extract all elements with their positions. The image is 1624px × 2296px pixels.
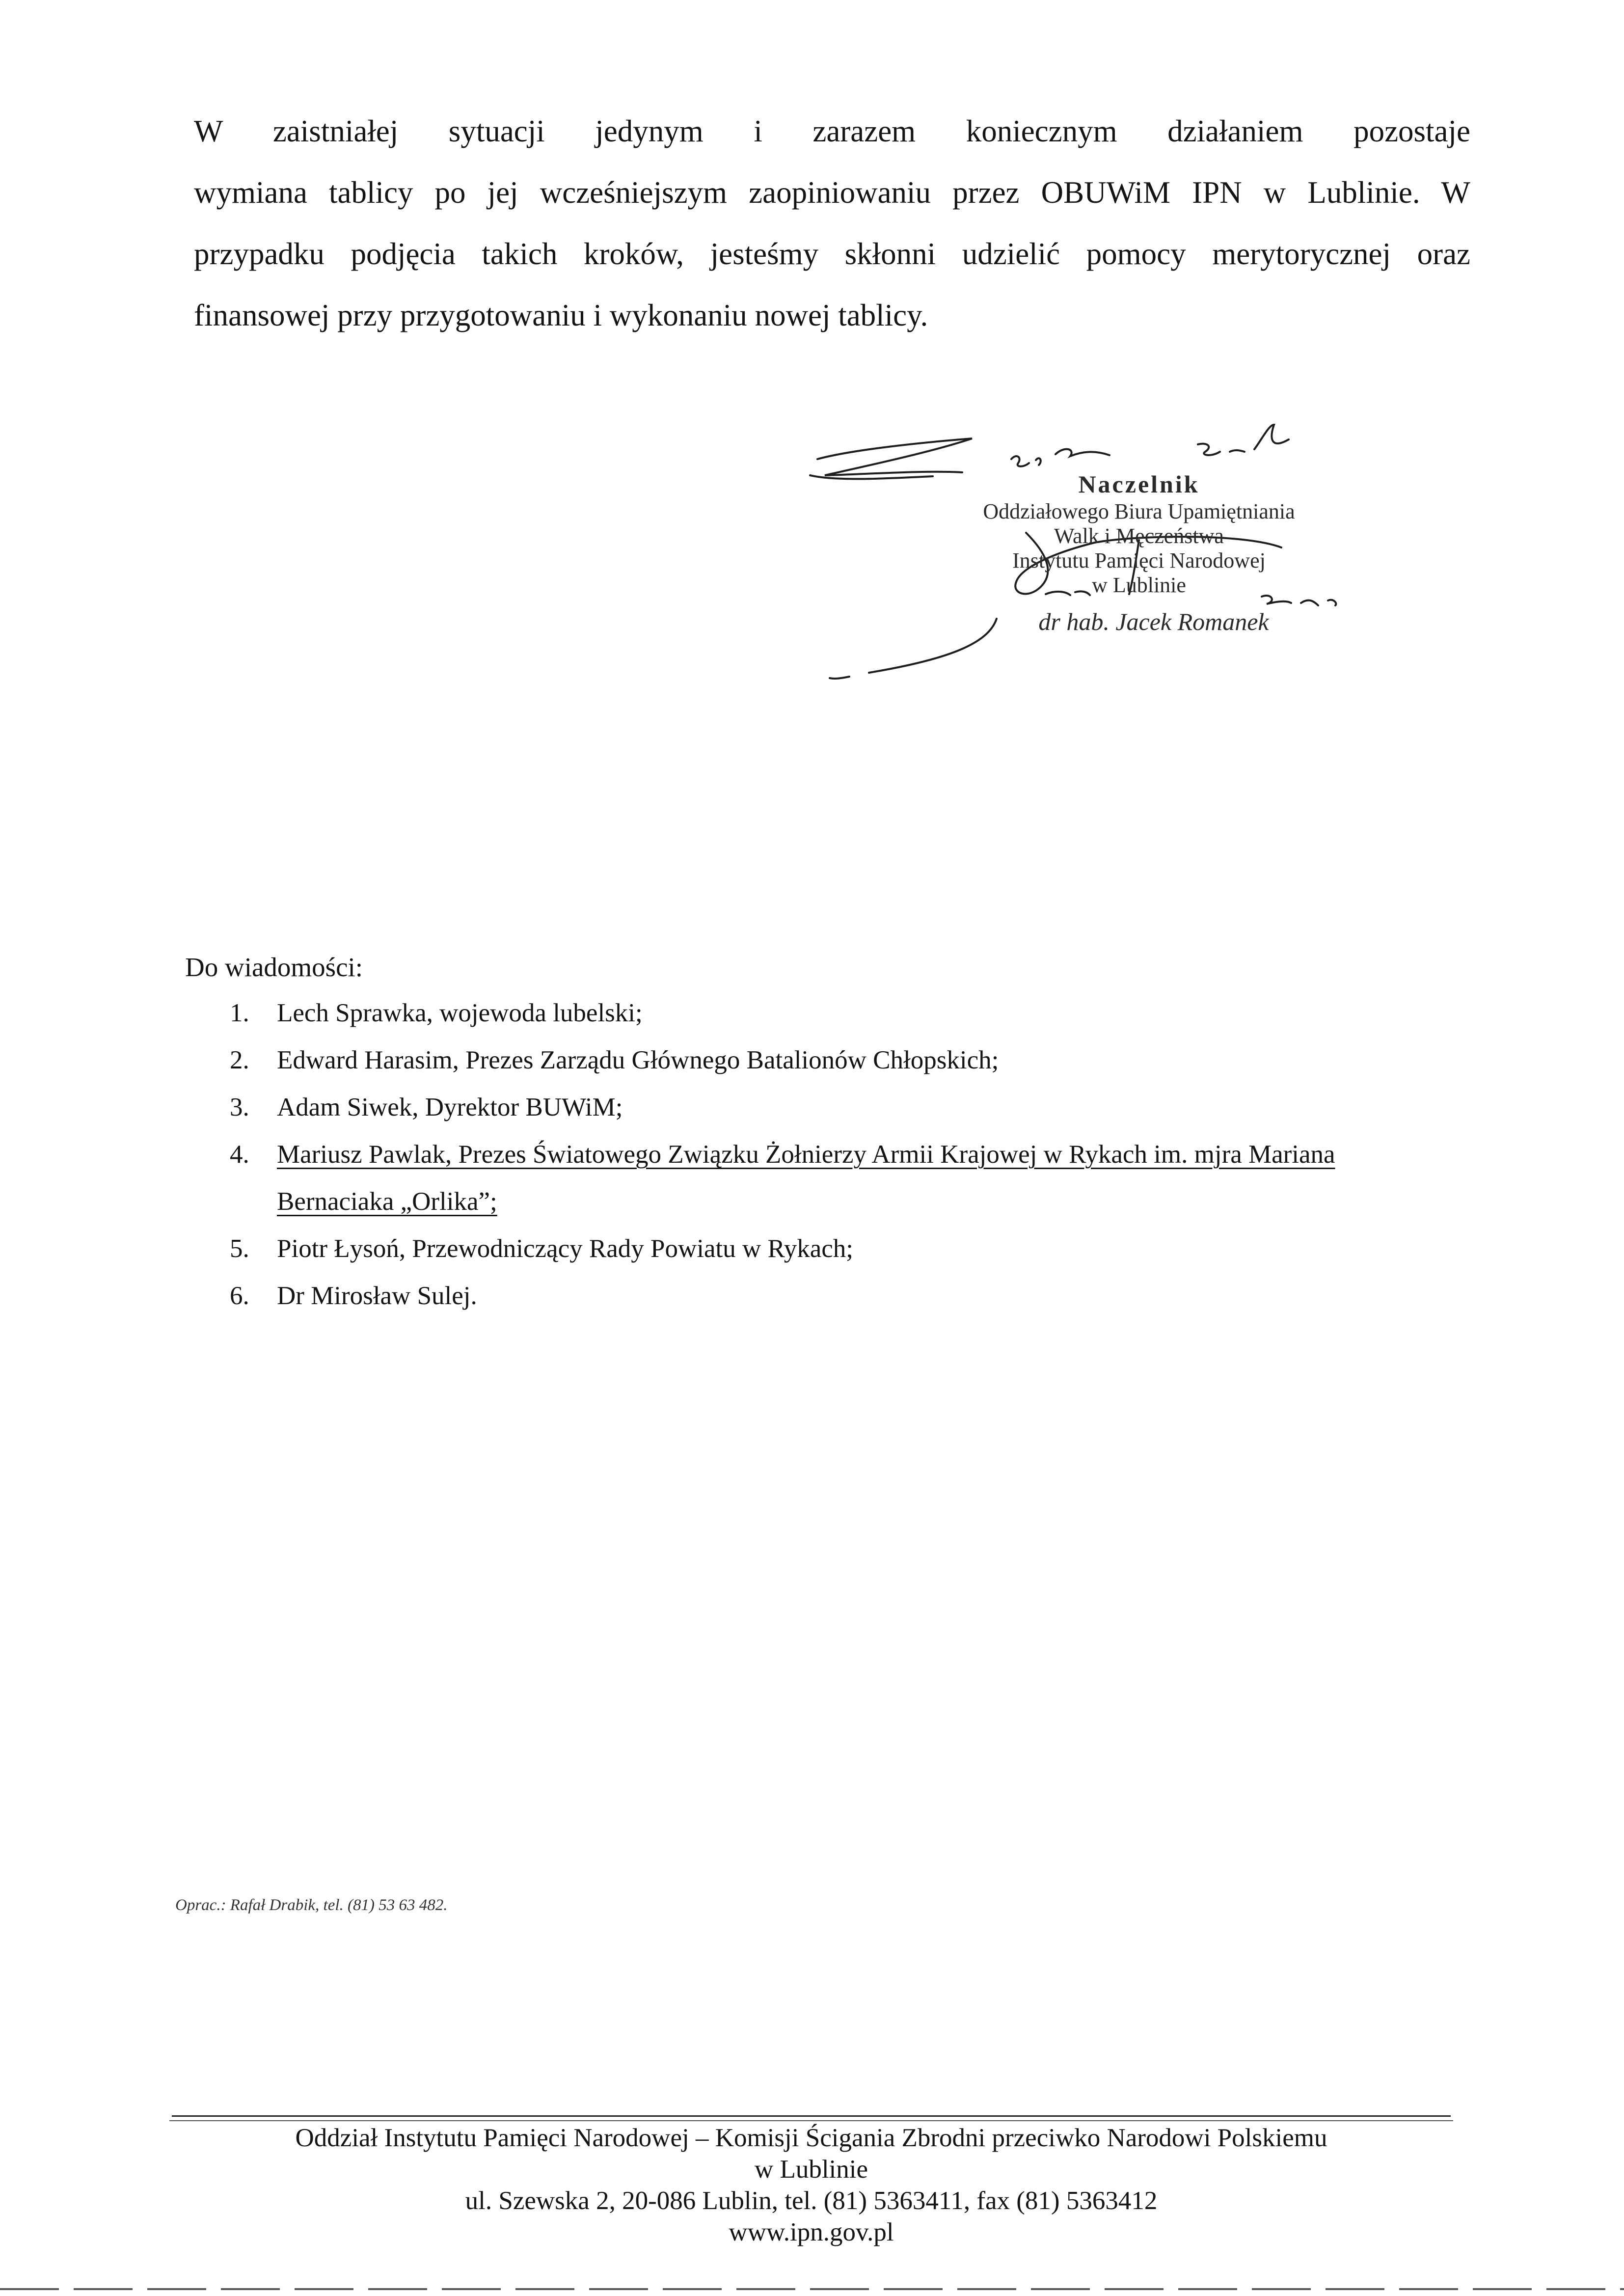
- stamp-line: Walk i Męczeństwa: [1054, 524, 1224, 548]
- list-number: 2.: [230, 1046, 249, 1074]
- list-number: 1.: [230, 999, 249, 1027]
- cc-heading: Do wiadomości:: [185, 952, 363, 982]
- paragraph-line: W zaistniałej sytuacji jedynym i zarazem koniecznym działaniem pozostaje: [194, 114, 1470, 148]
- list-text: Dr Mirosław Sulej.: [277, 1282, 477, 1310]
- page-edge-divider: [0, 2288, 1624, 2290]
- signatory-name: dr hab. Jacek Romanek: [1038, 608, 1269, 635]
- footer-institution: Oddział Instytutu Pamięci Narodowej – Komisji Ścigania Zbrodni przeciwko Narodowi Polskiemu: [295, 2124, 1327, 2152]
- list-text: Edward Harasim, Prezes Zarządu Głównego Batalionów Chłopskich;: [277, 1046, 999, 1074]
- list-number: 4.: [230, 1140, 249, 1169]
- prepared-by-note: Oprac.: Rafał Drabik, tel. (81) 53 63 482.: [175, 1896, 448, 1914]
- list-item: [230, 1131, 1408, 1225]
- list-number: 5.: [230, 1234, 249, 1263]
- list-number: 6.: [230, 1282, 249, 1310]
- official-stamp: [923, 469, 1355, 637]
- list-number: 3.: [230, 1093, 249, 1121]
- list-item: [230, 1272, 1408, 1319]
- letterhead-footer: [172, 2122, 1451, 2248]
- body-paragraph: [194, 101, 1470, 346]
- paragraph-line: finansowej przy przygotowaniu i wykonaniu nowej tablicy.: [194, 298, 928, 332]
- paragraph-line: wymiana tablicy po jej wcześniejszym zaopiniowaniu przez OBUWiM IPN w Lublinie. W: [194, 175, 1470, 210]
- list-item: [230, 989, 1408, 1037]
- list-text: Mariusz Pawlak, Prezes Światowego Związku Żołnierzy Armii Krajowej w Rykach im. mjra Mariana Bernaciaka „Orlika”;: [277, 1140, 1335, 1216]
- footer-divider: [169, 2120, 1453, 2121]
- stamp-line: Instytutu Pamięci Narodowej: [1012, 548, 1266, 573]
- footer-website: www.ipn.gov.pl: [729, 2218, 894, 2246]
- stamp-title: Naczelnik: [1078, 470, 1200, 498]
- stamp-line: w Lublinie: [1092, 573, 1186, 597]
- list-item: [230, 1225, 1408, 1272]
- footer-city: w Lublinie: [754, 2155, 868, 2184]
- footer-divider: [172, 2115, 1451, 2117]
- footer-address: ul. Szewska 2, 20-086 Lublin, tel. (81) 5363411, fax (81) 5363412: [465, 2187, 1158, 2215]
- list-item: [230, 1037, 1408, 1084]
- list-text: Piotr Łysoń, Przewodniczący Rady Powiatu w Rykach;: [277, 1234, 853, 1263]
- stamp-line: Oddziałowego Biura Upamiętniania: [983, 499, 1295, 523]
- paragraph-line: przypadku podjęcia takich kroków, jesteśmy skłonni udzielić pomocy merytorycznej oraz: [194, 237, 1470, 271]
- list-text: Adam Siwek, Dyrektor BUWiM;: [277, 1093, 623, 1121]
- list-item: [230, 1084, 1408, 1131]
- cc-list: [230, 989, 1408, 1319]
- list-text: Lech Sprawka, wojewoda lubelski;: [277, 999, 643, 1027]
